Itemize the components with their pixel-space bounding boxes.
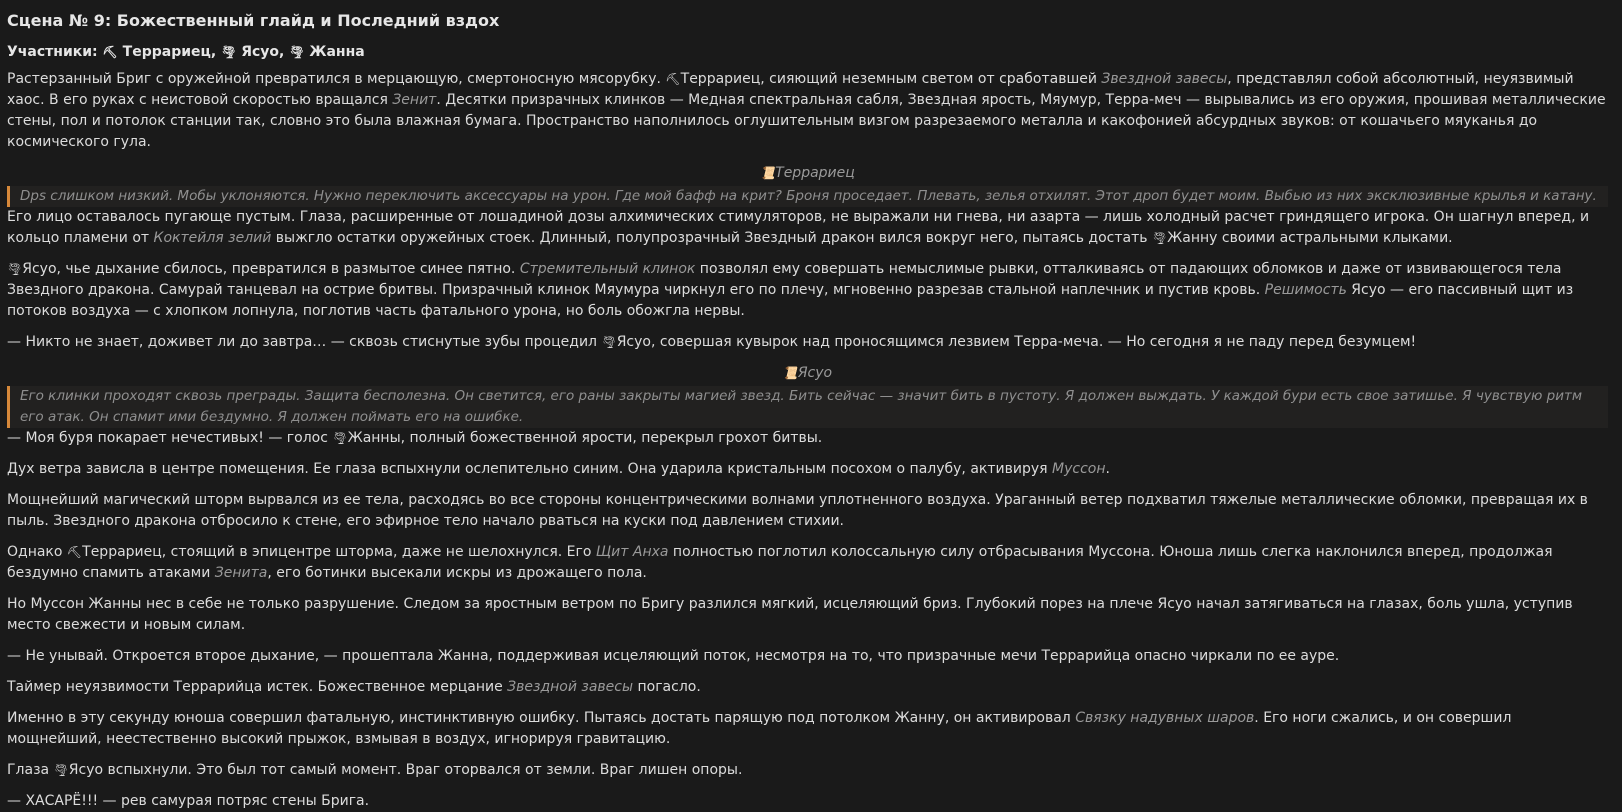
paragraph-10: — Не унывай. Откроется второе дыхание, — прошептала Жанна, поддерживая исцеляющий поток, несмотря на то, что призрачные мечи Террарийца опасно чиркали по ее ауре. (7, 648, 1340, 664)
text: . (1105, 461, 1110, 477)
tornado-icon: 🌪 (1151, 231, 1168, 245)
text: , представлял собой абсолютный, неуязвимый хаос. В его руках с неистовой скоростью вращался (7, 71, 1574, 108)
text: Жанну своими астральными клыками. (1167, 230, 1453, 246)
item-balloon-bundle: Связку надувных шаров (1075, 710, 1255, 726)
participant-yasuo: Ясуо, (241, 44, 285, 60)
thought-header-yasuo (7, 363, 1608, 384)
text: позволял ему совершать немыслимые рывки, отталкиваясь от падающих обломков и даже от извивающегося тела Звездного дракона. Самурай танцевал на острие бритвы. Призрачный клинок Мяумура чиркнул его по плечу, мгновенно разрезав стальной наплечник и пустив кровь. (7, 261, 1562, 298)
paragraph-14: — ХАСАРЁ!!! — рев самурая потряс стены Брига. (7, 793, 370, 809)
text: Террариец, сияющий неземным светом от сработавшей (680, 71, 1102, 87)
thought-author: Ясуо (797, 365, 833, 381)
text: Ясуо — его пассивный щит из потоков воздуха — с хлопком лопнула, поглотив часть фатального урона, но боль обожгла нервы. (7, 282, 1574, 319)
tornado-icon: 🌪 (601, 335, 617, 349)
pickaxe-icon: ⛏ (102, 45, 118, 59)
text: — Моя буря покарает нечестивых! — голос (7, 430, 333, 446)
paragraph-9: Но Муссон Жанны нес в себе не только разрушение. Следом за яростным ветром по Бригу разлился мягкий, исцеляющий бриз. Глубокий порез на плече Ясуо начал затягиваться на глазах, боль ушла, уступив место свежести и новым силам. (7, 596, 1573, 633)
item-potion-cocktail: Коктейля зелий (153, 230, 272, 246)
skill-monsoon: Муссон (1052, 461, 1106, 477)
tornado-icon: 🌪 (221, 45, 237, 59)
tornado-icon: 🌪 (289, 45, 305, 59)
text: . Его ноги сжались, и он совершил мощнейший, неестественно высокий прыжок, взмывая в воздух, игнорируя гравитацию. (7, 710, 1512, 747)
item-ankh-shield: Щит Анха (595, 544, 669, 560)
participant-janna: Жанна (309, 44, 365, 60)
pickaxe-icon: ⛏ (66, 545, 83, 559)
scroll-icon: 📜 (782, 366, 798, 380)
text: Его лицо оставалось пугающе пустым. Глаза, расширенные от лошадиной дозы алхимических стимуляторов, не выражали ни гнева, ни азарта — лишь холодный расчет гриндящего игрока. Он шагнул вперед, и кольцо пламени от (7, 209, 1590, 246)
text: Ясуо, совершая кувырок над проносящимся лезвием Терра-меча. — Но сегодня я не паду перед безумцем! (616, 334, 1417, 350)
text: — Никто не знает, доживет ли до завтра… — сквозь стиснутые зубы процедил (7, 334, 602, 350)
text: выжгло остатки оружейных стоек. Длинный, полупрозрачный Звездный дракон вился вокруг него, пытаясь достать (271, 230, 1152, 246)
text: . Десятки призрачных клинков — Медная спектральная сабля, Звездная ярость, Мяумур, Терра-меч — вырывались из его оружия, прошивая металлические стены, пол и потолок станции так, словно это была влажная бумага. Пространство наполнилось оглушительным визгом разрезаемого металла и какофонией абсурдных звуков: от кошачьего мяуканья до космического гула. (7, 92, 1606, 150)
scroll-icon: 📜 (760, 166, 776, 180)
thought-terrarian: Dps слишком низкий. Мобы уклоняются. Нужно переключить аксессуары на урон. Где мой бафф на крит? Броня проседает. Плевать, зелья отхилят. Этот дроп будет моим. Выбью из них эксклюзивные крылья и катану. (7, 186, 1608, 207)
tornado-icon: 🌪 (53, 763, 69, 777)
text: Однако (7, 544, 67, 560)
item-zenith: Зенит (392, 92, 437, 108)
item-star-veil: Звездной завесы (1101, 71, 1228, 87)
paragraph-8 (7, 542, 1608, 584)
tornado-icon: 🌪 (7, 262, 23, 276)
text: погасло. (633, 679, 701, 695)
participant-terrarian: Террариец, (122, 44, 217, 60)
text: Растерзанный Бриг с оружейной превратился в мерцающую, смертоносную мясорубку. (7, 71, 666, 87)
item-star-veil: Звездной завесы (507, 679, 634, 695)
paragraph-12 (7, 708, 1608, 750)
participants-line (7, 42, 1608, 63)
skill-swift-blade: Стремительный клинок (519, 261, 696, 277)
paragraph-6 (7, 459, 1608, 480)
paragraph-7: Мощнейший магический шторм вырвался из ее тела, расходясь во все стороны концентрическими волнами уплотненного воздуха. Ураганный ветер подхватил тяжелые металлические обломки, превращая их в пыль. Звездного дракона отбросило к стене, его эфирное тело начало рваться на куски под давлением стихии. (7, 492, 1588, 529)
participants-label: Участники: (7, 44, 98, 60)
text: полностью поглотил колоссальную силу отбрасывания Муссона. Юноша лишь слегка наклонился вперед, продолжая бездумно спамить атаками (7, 544, 1553, 581)
thought-header-terrarian (7, 163, 1608, 184)
paragraph-4 (7, 332, 1608, 353)
item-zenith: Зенита (214, 565, 268, 581)
paragraph-2 (7, 207, 1608, 249)
text: Ясуо, чье дыхание сбилось, превратился в размытое синее пятно. (22, 261, 520, 277)
paragraph-5 (7, 428, 1608, 449)
paragraph-11 (7, 677, 1608, 698)
text: Глаза (7, 762, 54, 778)
text: Террариец, стоящий в эпицентре шторма, даже не шелохнулся. Его (82, 544, 596, 560)
text: Ясуо вспыхнули. Это был тот самый момент. Враг оторвался от земли. Враг лишен опоры. (68, 762, 743, 778)
text: Дух ветра зависла в центре помещения. Ее глаза вспыхнули ослепительно синим. Она ударила кристальным посохом о палубу, активируя (7, 461, 1053, 477)
pickaxe-icon: ⛏ (665, 72, 681, 86)
thought-author: Террариец (775, 165, 855, 181)
text: , его ботинки высекали искры из дрожащего пола. (267, 565, 647, 581)
tornado-icon: 🌪 (332, 431, 348, 445)
text: Жанны, полный божественной ярости, перекрыл грохот битвы. (347, 430, 823, 446)
paragraph-13 (7, 760, 1608, 781)
text: Таймер неуязвимости Террарийца истек. Божественное мерцание (7, 679, 508, 695)
scene-title: Сцена № 9: Божественный глайд и Последний вздох (7, 11, 500, 30)
paragraph-1 (7, 69, 1608, 153)
paragraph-3 (7, 259, 1608, 322)
skill-resolve: Решимость (1264, 282, 1347, 298)
thought-yasuo: Его клинки проходят сквозь преграды. Защита бесполезна. Он светится, его раны закрыты магией звезд. Бить сейчас — значит бить в пустоту. Я должен выждать. У каждой бури есть свое затишье. Я чувствую ритм его атак. Он спамит ими бездумно. Я должен поймать его на ошибке. (7, 386, 1608, 428)
text: Именно в эту секунду юноша совершил фатальную, инстинктивную ошибку. Пытаясь достать парящую под потолком Жанну, он активировал (7, 710, 1076, 726)
